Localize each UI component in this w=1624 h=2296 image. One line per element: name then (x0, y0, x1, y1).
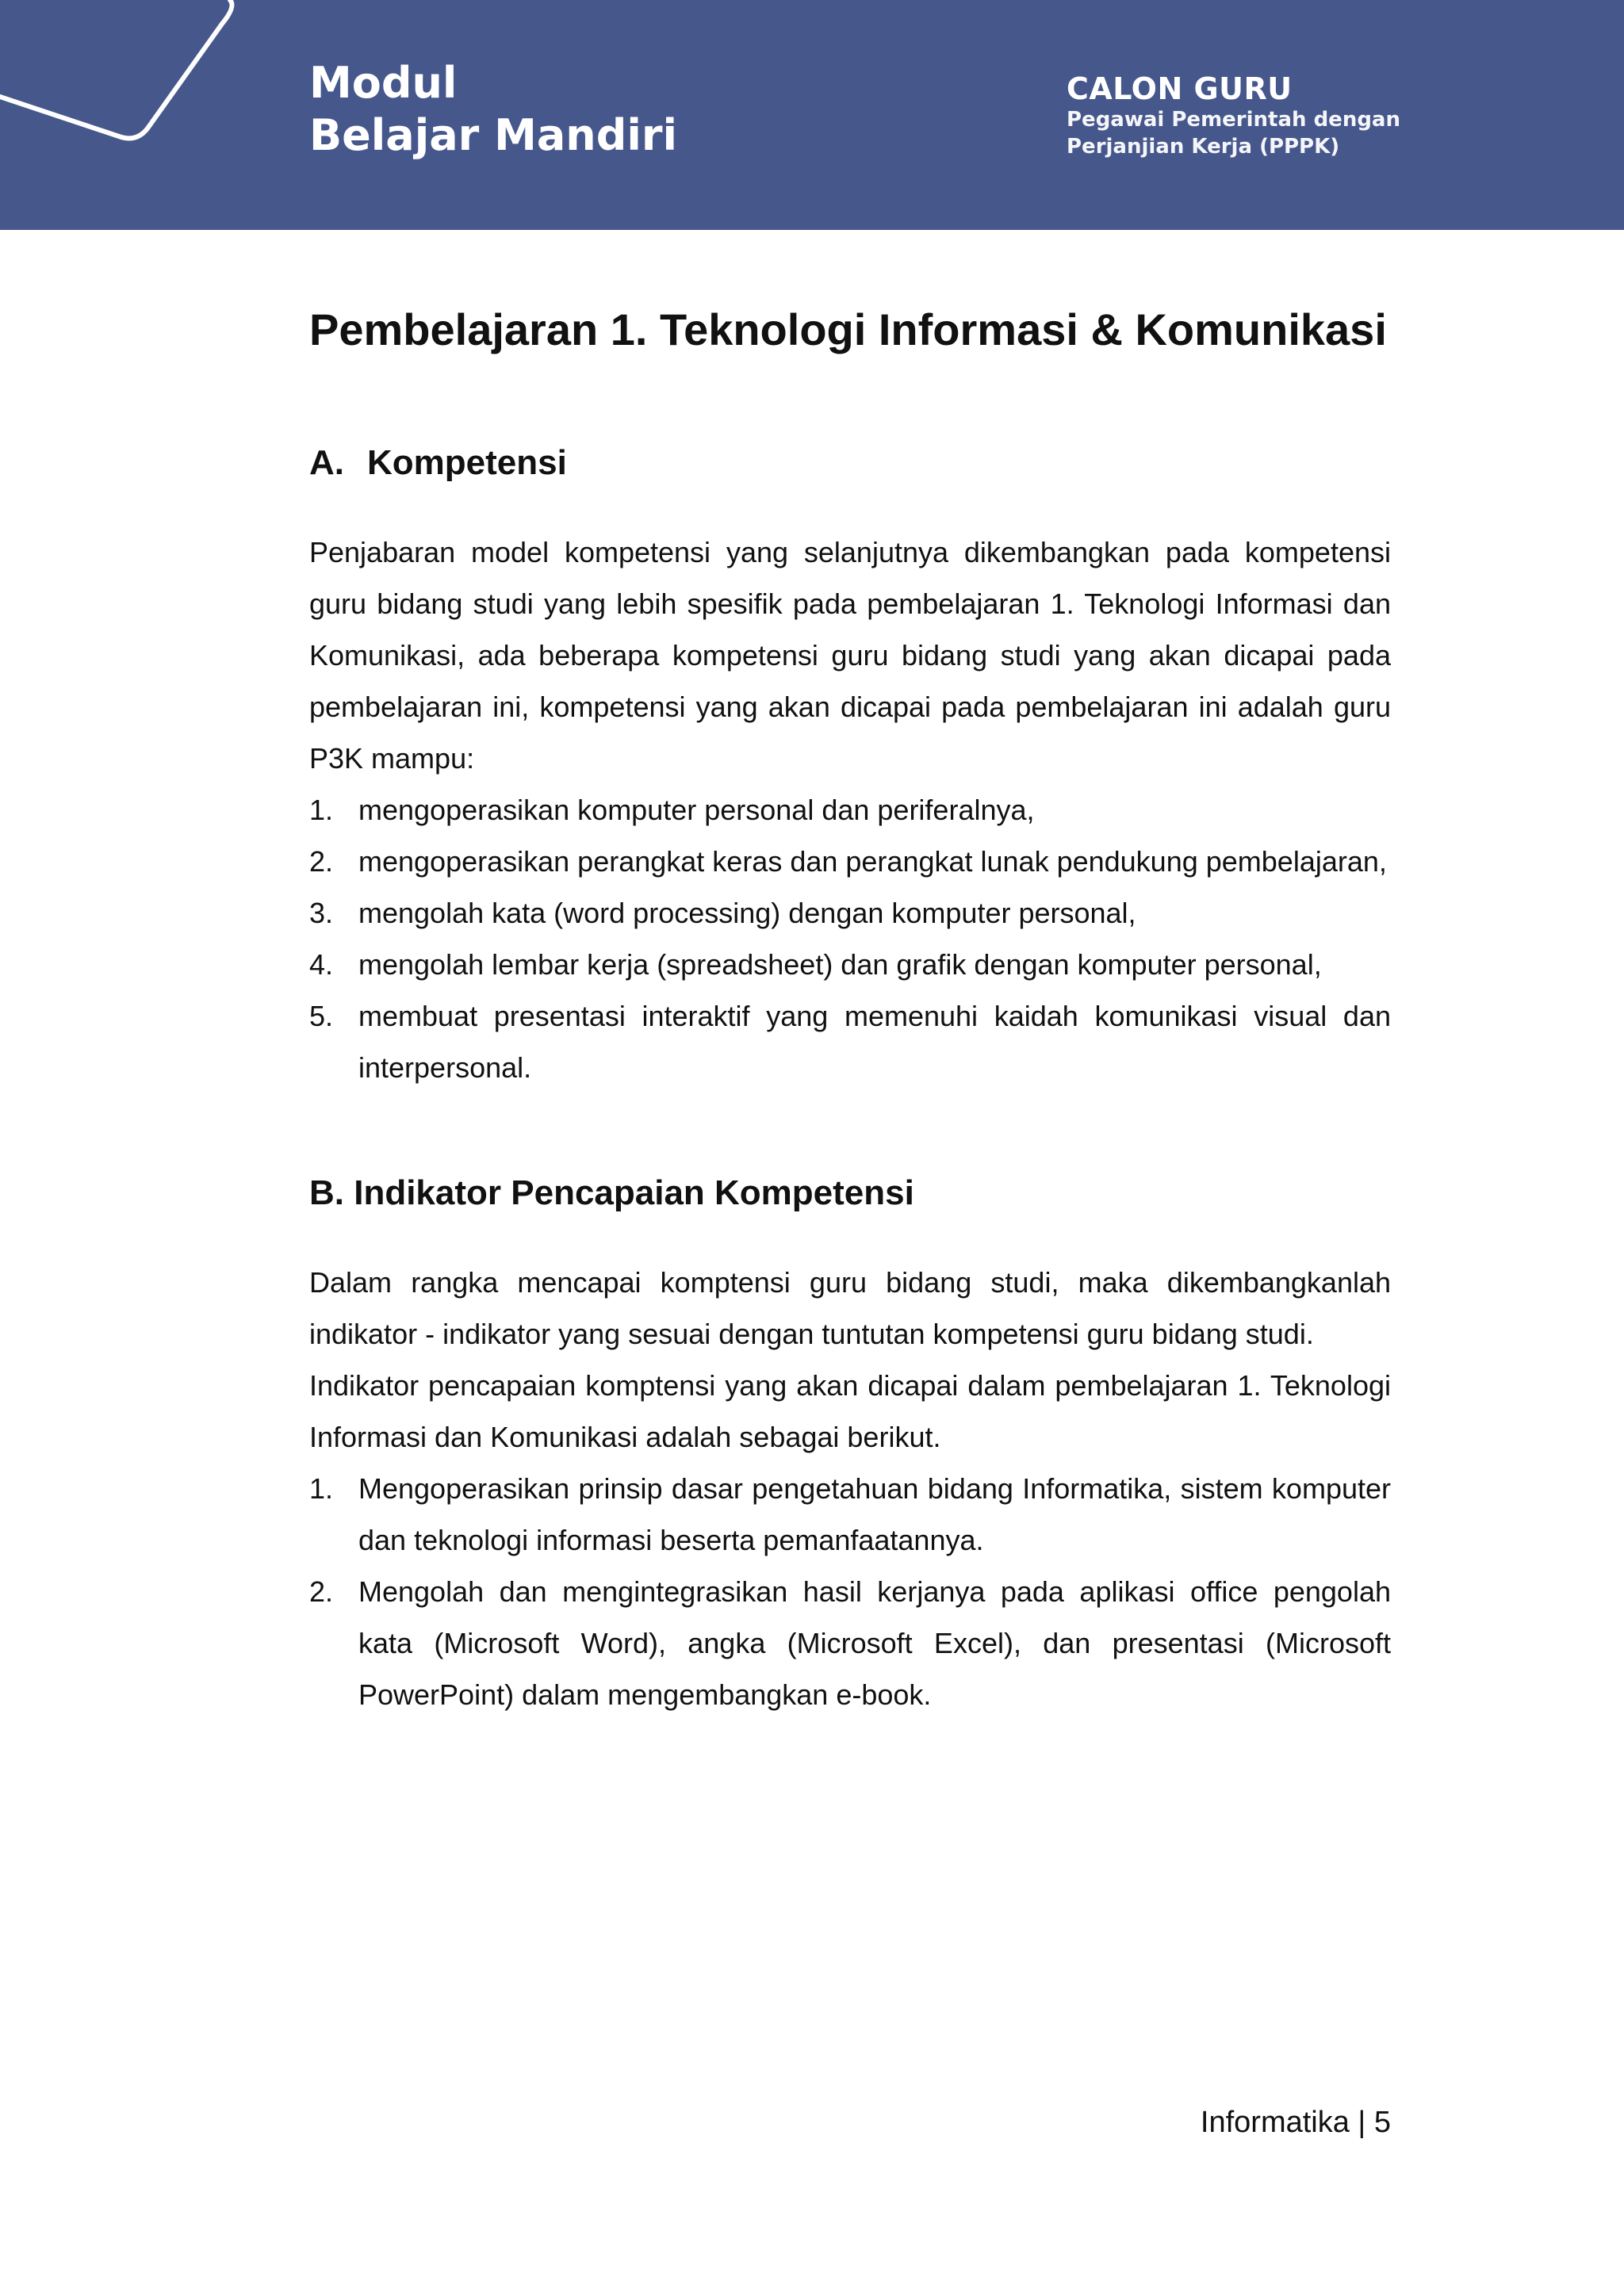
list-item (309, 1463, 1391, 1566)
list-item-number: 5. (309, 1000, 334, 1032)
list-item (309, 1566, 1391, 1720)
page-content (309, 301, 1391, 1720)
program-subtitle-line2: Perjanjian Kerja (PPPK) (1067, 135, 1340, 159)
list-item-text: mengolah kata (word processing) dengan komputer personal, (358, 897, 1136, 929)
list-item-text: Mengoperasikan prinsip dasar pengetahuan bidang Informatika, sistem komputer dan teknologi informasi beserta pemanfaatannya. (358, 1472, 1391, 1556)
list-item-text: Mengolah dan mengintegrasikan hasil kerjanya pada aplikasi office pengolah kata (Microsoft Word), angka (Microsoft Excel), dan presentasi (Microsoft PowerPoint) dalam mengembangkan e-book. (358, 1575, 1391, 1711)
module-title (309, 57, 677, 162)
list-item-number: 3. (309, 897, 334, 929)
list-item-number: 1. (309, 1472, 334, 1505)
list-item (309, 990, 1391, 1093)
section-a-letter: A. (309, 443, 344, 482)
list-item (309, 836, 1391, 887)
competency-list (309, 784, 1391, 1093)
list-item-number: 2. (309, 845, 334, 878)
program-subtitle-line1: Pegawai Pemerintah dengan (1067, 108, 1400, 132)
page-footer: Informatika | 5 (1200, 2106, 1391, 2139)
section-b-intro-2: Indikator pencapaian komptensi yang akan dicapai dalam pembelajaran 1. Teknologi Informasi dan Komunikasi adalah sebagai berikut. (309, 1369, 1391, 1453)
page-header (0, 0, 1624, 230)
list-item-text: mengolah lembar kerja (spreadsheet) dan grafik dengan komputer personal, (358, 948, 1322, 981)
program-title: CALON GURU (1067, 71, 1293, 106)
section-b-intro: Dalam rangka mencapai komptensi guru bidang studi, maka dikembangkanlah indikator - indikator yang sesuai dengan tuntutan kompetensi guru bidang studi. (309, 1266, 1391, 1350)
section-a-title: Kompetensi (367, 443, 567, 482)
decorative-line-graphic (0, 0, 254, 159)
section-a-heading (309, 441, 1391, 485)
indicator-list (309, 1463, 1391, 1720)
list-item-number: 1. (309, 794, 334, 826)
list-item (309, 939, 1391, 990)
list-item-text: membuat presentasi interaktif yang memenuhi kaidah komunikasi visual dan interpersonal. (358, 1000, 1391, 1084)
list-item-text: mengoperasikan perangkat keras dan perangkat lunak pendukung pembelajaran, (358, 845, 1387, 878)
section-b-heading: B. Indikator Pencapaian Kompetensi (309, 1173, 914, 1212)
module-title-line1: Modul (309, 58, 458, 108)
section-a-intro: Penjabaran model kompetensi yang selanjutnya dikembangkan pada kompetensi guru bidang studi yang lebih spesifik pada pembelajaran 1. Teknologi Informasi dan Komunikasi, ada beberapa kompetensi guru bidang studi yang akan dicapai pada pembelajaran ini, kompetensi yang akan dicapai pada pembelajaran ini adalah guru P3K mampu: (309, 536, 1391, 775)
list-item-number: 4. (309, 948, 334, 981)
page-title: Pembelajaran 1. Teknologi Informasi & Komunikasi (309, 304, 1387, 354)
list-item (309, 784, 1391, 836)
list-item (309, 887, 1391, 939)
list-item-text: mengoperasikan komputer personal dan periferalnya, (358, 794, 1035, 826)
list-item-number: 2. (309, 1575, 334, 1608)
module-title-line2: Belajar Mandiri (309, 110, 678, 160)
program-info (1067, 71, 1400, 160)
